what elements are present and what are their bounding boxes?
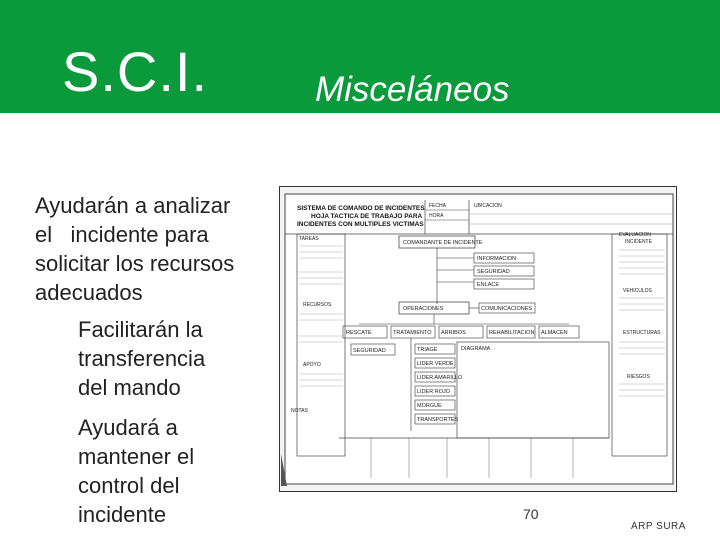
title-bar — [0, 0, 720, 113]
enlace-box-label: ENLACE — [477, 282, 500, 288]
operaciones-box-label: OPERACIONES — [403, 306, 444, 312]
paragraph-line: incidente — [78, 502, 167, 527]
lider-rojo-box-label: LIDER ROJO — [417, 389, 451, 395]
apoyo-label: APOYO — [303, 362, 321, 368]
paragraph-analyze — [35, 191, 275, 307]
transportes-box-label: TRANSPORTES — [417, 417, 459, 423]
paragraph-transfer — [78, 315, 278, 402]
diagrama-label: DIAGRAMA — [461, 346, 491, 352]
slide-title: S.C.I. — [62, 40, 209, 103]
slide-subtitle: Misceláneos — [315, 70, 510, 109]
paragraph-control — [78, 413, 278, 529]
triage-box-label: TRIAGE — [417, 347, 438, 353]
paragraph-line: el incidente para — [35, 222, 209, 247]
tactical-worksheet-image — [279, 186, 677, 492]
almacen-box-label: ALMACEN — [541, 330, 568, 336]
riesgos-label: RIESGOS — [627, 374, 650, 380]
informacion-box-label: INFORMACION — [477, 256, 517, 262]
lider-verde-box-label: LIDER VERDE — [417, 361, 454, 367]
lider-amarillo-box-label: LIDER AMARILLO — [417, 375, 463, 381]
morgue-box-label: MORGUE — [417, 403, 442, 409]
comunicaciones-box-label: COMUNICACIONES — [481, 306, 533, 312]
paragraph-line: mantener el — [78, 444, 195, 469]
form-heading-line: HOJA TACTICA DE TRABAJO PARA — [311, 213, 423, 220]
paragraph-line: Ayudarán a analizar — [35, 193, 231, 218]
rescate-box-label: RESCATE — [346, 330, 372, 336]
paragraph-line: Facilitarán la — [78, 317, 203, 342]
vehiculos-label: VEHICULOS — [623, 288, 652, 294]
tratamiento-box-label: TRATAMIENTO — [393, 330, 432, 336]
paragraph-line: adecuados — [35, 280, 143, 305]
paragraph-line: solicitar los recursos — [35, 251, 235, 276]
incidente-label: INCIDENTE — [625, 239, 652, 245]
footer-brand: ARP SURA — [631, 521, 686, 532]
hora-label: HORA — [429, 213, 444, 219]
ubicacion-label: UBICACION — [474, 203, 502, 209]
estructuras-label: ESTRUCTURAS — [623, 330, 661, 336]
arribos-box-label: ARRIBOS — [441, 330, 466, 336]
fecha-label: FECHA — [429, 203, 446, 209]
form-heading-line: SISTEMA DE COMANDO DE INCIDENTES — [297, 205, 425, 212]
tareas-label: TAREAS — [299, 236, 319, 242]
paragraph-line: control del — [78, 473, 180, 498]
paragraph-line: Ayudará a — [78, 415, 178, 440]
form-heading-line: INCIDENTES CON MULTIPLES VICTIMAS — [297, 221, 424, 228]
paragraph-line: del mando — [78, 375, 181, 400]
recursos-label: RECURSOS — [303, 302, 332, 308]
rehabilitacion-box-label: REHABILITACION — [489, 330, 535, 336]
page-number: 70 — [523, 506, 539, 522]
evaluacion-label: EVALUACION — [619, 232, 651, 238]
seguridad-box-label: SEGURIDAD — [477, 269, 510, 275]
notas-label: NOTAS — [291, 408, 308, 414]
comandante-box-label: COMANDANTE DE INCIDENTE — [403, 240, 483, 246]
seguridad-sub-label: SEGURIDAD — [353, 348, 386, 354]
paragraph-line: transferencia — [78, 346, 206, 371]
